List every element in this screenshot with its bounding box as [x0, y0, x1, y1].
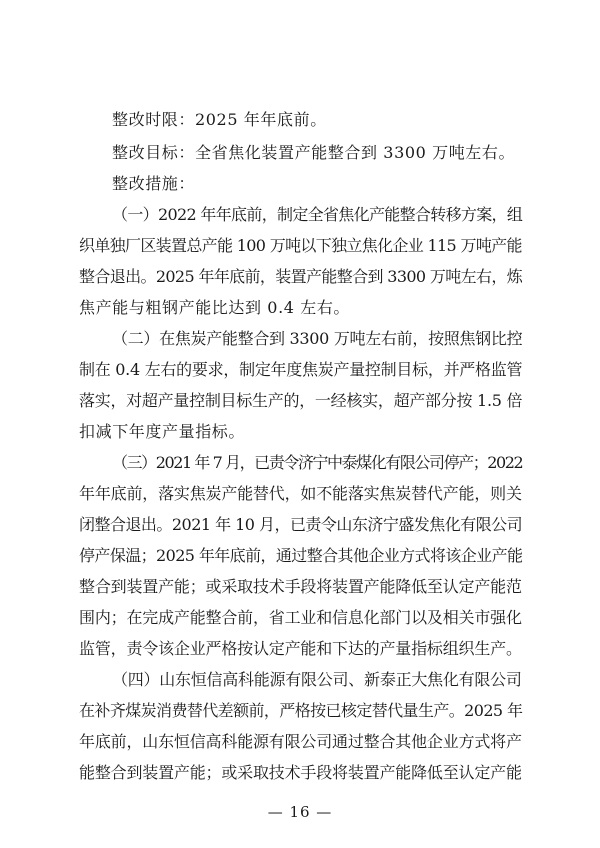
measure-2-line: （二）在焦炭产能整合到 3300 万吨左右前，按照焦钢比控 [112, 329, 523, 348]
measure-3-line: 停产保温；2025 年年底前，通过整合其他企业方式将该企业产能 [79, 546, 523, 565]
measure-4-line: （四）山东恒信高科能源有限公司、新泰正大焦化有限公司 [112, 670, 522, 689]
measures-heading: 整改措施： [112, 174, 196, 193]
measure-4-line: 在补齐煤炭消费替代差额前，严格按已核定替代量生产。2025 年 [79, 701, 523, 720]
measure-1-line: 织单独厂区装置总产能 100 万吨以下独立焦化企业 115 万吨产能 [79, 236, 522, 255]
measure-3-line: 围内；在完成产能整合前，省工业和信息化部门以及相关市强化 [79, 608, 522, 627]
measure-4-line: 能整合到装置产能；或采取技术手段将装置产能降低至认定产能 [79, 763, 522, 782]
measure-4-line: 年底前，山东恒信高科能源有限公司通过整合其他企业方式将产 [79, 732, 522, 751]
measure-3-line: 整合到装置产能；或采取技术手段将装置产能降低至认定产能范 [79, 577, 522, 596]
measure-3-line: （三）2021 年 7 月，已责令济宁中泰煤化有限公司停产；2022 [112, 453, 523, 472]
measure-2-line: 落实，对超产量控制目标生产的，一经核实，超产部分按 1.5 倍 [79, 391, 523, 410]
measure-1-line: 焦产能与粗钢产能比达到 0.4 左右。 [79, 298, 351, 317]
deadline-line: 整改时限：2025 年年底前。 [112, 110, 327, 129]
target-line: 整改目标：全省焦化装置产能整合到 3300 万吨左右。 [112, 143, 516, 162]
measure-3-line: 监管，责令该企业严格按认定产能和下达的产量指标组织生产。 [79, 639, 522, 658]
page-number: — 16 — [267, 803, 333, 821]
measure-2-line: 扣减下年度产量指标。 [79, 422, 246, 441]
measure-1-line: （一）2022 年年底前，制定全省焦化产能整合转移方案，组 [112, 205, 523, 224]
measure-2-line: 制在 0.4 左右的要求，制定年度焦炭产量控制目标，并严格监管 [79, 360, 523, 379]
measure-1-line: 整合退出。2025 年年底前，装置产能整合到 3300 万吨左右，炼 [79, 267, 523, 286]
measure-3-line: 年年底前，落实焦炭产能替代，如不能落实焦炭替代产能，则关 [79, 484, 522, 503]
measure-3-line: 闭整合退出。2021 年 10 月，已责令山东济宁盛发焦化有限公司 [79, 515, 523, 534]
